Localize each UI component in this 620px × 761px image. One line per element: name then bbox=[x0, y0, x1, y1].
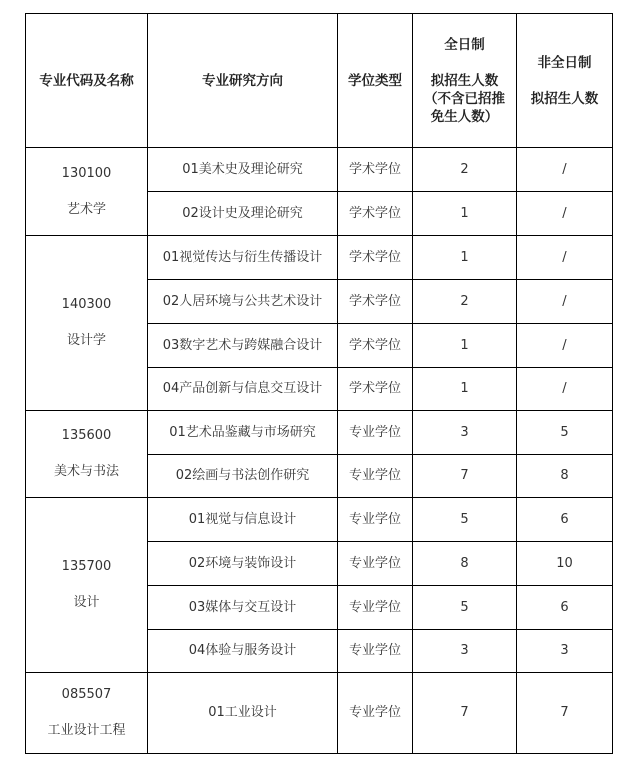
header-fulltime bbox=[413, 14, 517, 148]
header-major: 专业代码及名称 bbox=[26, 14, 148, 148]
parttime-count-cell: / bbox=[517, 192, 613, 236]
fulltime-count-cell: 8 bbox=[413, 542, 517, 586]
parttime-count-cell: 10 bbox=[517, 542, 613, 586]
fulltime-count-cell: 1 bbox=[413, 324, 517, 368]
parttime-count-cell: 6 bbox=[517, 498, 613, 542]
direction-cell: 01视觉与信息设计 bbox=[148, 498, 338, 542]
degree-type-cell: 学术学位 bbox=[338, 368, 413, 411]
major-name: 设计 bbox=[73, 595, 100, 610]
major-name: 工业设计工程 bbox=[47, 723, 126, 738]
degree-type-cell: 专业学位 bbox=[338, 586, 413, 630]
major-cell bbox=[26, 673, 148, 754]
fulltime-count-cell: 2 bbox=[413, 148, 517, 192]
degree-type-cell: 学术学位 bbox=[338, 324, 413, 368]
header-direction: 专业研究方向 bbox=[148, 14, 338, 148]
major-code: 085507 bbox=[61, 687, 112, 702]
degree-type-cell: 专业学位 bbox=[338, 455, 413, 498]
direction-cell: 02绘画与书法创作研究 bbox=[148, 455, 338, 498]
parttime-count-cell: 5 bbox=[517, 411, 613, 455]
parttime-count-cell: / bbox=[517, 324, 613, 368]
fulltime-count-cell: 5 bbox=[413, 498, 517, 542]
major-name: 设计学 bbox=[66, 333, 106, 348]
parttime-count-cell: 8 bbox=[517, 455, 613, 498]
major-code: 135700 bbox=[61, 559, 112, 574]
parttime-count-cell: / bbox=[517, 368, 613, 411]
major-cell bbox=[26, 498, 148, 673]
degree-type-cell: 专业学位 bbox=[338, 498, 413, 542]
major-name: 美术与书法 bbox=[53, 464, 119, 479]
enrollment-table bbox=[25, 13, 613, 754]
direction-cell: 01艺术品鉴藏与市场研究 bbox=[148, 411, 338, 455]
fulltime-count-cell: 2 bbox=[413, 280, 517, 324]
major-code: 140300 bbox=[61, 297, 112, 312]
header-fulltime-sub: 拟招生人数（不含已招推免生人数） bbox=[424, 72, 505, 125]
parttime-count-cell: / bbox=[517, 148, 613, 192]
header-parttime-title: 非全日制 bbox=[537, 54, 592, 71]
degree-type-cell: 专业学位 bbox=[338, 542, 413, 586]
direction-cell: 02人居环境与公共艺术设计 bbox=[148, 280, 338, 324]
major-name: 艺术学 bbox=[66, 201, 106, 217]
fulltime-count-cell: 3 bbox=[413, 411, 517, 455]
parttime-count-cell: / bbox=[517, 236, 613, 280]
header-row bbox=[26, 14, 613, 148]
major-cell bbox=[26, 411, 148, 498]
direction-cell: 02设计史及理论研究 bbox=[148, 192, 338, 236]
header-degree-type: 学位类型 bbox=[338, 14, 413, 148]
degree-type-cell: 学术学位 bbox=[338, 192, 413, 236]
fulltime-count-cell: 5 bbox=[413, 586, 517, 630]
major-code: 130100 bbox=[61, 165, 112, 181]
direction-cell: 04产品创新与信息交互设计 bbox=[148, 368, 338, 411]
direction-cell: 01视觉传达与衍生传播设计 bbox=[148, 236, 338, 280]
table-row bbox=[26, 498, 613, 542]
table-body bbox=[26, 148, 613, 754]
fulltime-count-cell: 7 bbox=[413, 673, 517, 754]
direction-cell: 03媒体与交互设计 bbox=[148, 586, 338, 630]
degree-type-cell: 专业学位 bbox=[338, 673, 413, 754]
fulltime-count-cell: 1 bbox=[413, 368, 517, 411]
degree-type-cell: 专业学位 bbox=[338, 411, 413, 455]
degree-type-cell: 学术学位 bbox=[338, 280, 413, 324]
direction-cell: 02环境与装饰设计 bbox=[148, 542, 338, 586]
degree-type-cell: 专业学位 bbox=[338, 630, 413, 673]
table-row bbox=[26, 236, 613, 280]
header-parttime bbox=[517, 14, 613, 148]
table-row bbox=[26, 673, 613, 754]
fulltime-count-cell: 7 bbox=[413, 455, 517, 498]
direction-cell: 01美术史及理论研究 bbox=[148, 148, 338, 192]
direction-cell: 03数字艺术与跨媒融合设计 bbox=[148, 324, 338, 368]
direction-cell: 04体验与服务设计 bbox=[148, 630, 338, 673]
major-code: 135600 bbox=[61, 428, 112, 443]
table-row bbox=[26, 411, 613, 455]
fulltime-count-cell: 3 bbox=[413, 630, 517, 673]
fulltime-count-cell: 1 bbox=[413, 192, 517, 236]
parttime-count-cell: 7 bbox=[517, 673, 613, 754]
major-cell bbox=[26, 148, 148, 236]
parttime-count-cell: 6 bbox=[517, 586, 613, 630]
header-parttime-sub: 拟招生人数 bbox=[530, 90, 599, 107]
direction-cell: 01工业设计 bbox=[148, 673, 338, 754]
fulltime-count-cell: 1 bbox=[413, 236, 517, 280]
header-fulltime-title: 全日制 bbox=[444, 36, 485, 53]
parttime-count-cell: / bbox=[517, 280, 613, 324]
table-row bbox=[26, 148, 613, 192]
degree-type-cell: 学术学位 bbox=[338, 148, 413, 192]
parttime-count-cell: 3 bbox=[517, 630, 613, 673]
degree-type-cell: 学术学位 bbox=[338, 236, 413, 280]
major-cell bbox=[26, 236, 148, 411]
